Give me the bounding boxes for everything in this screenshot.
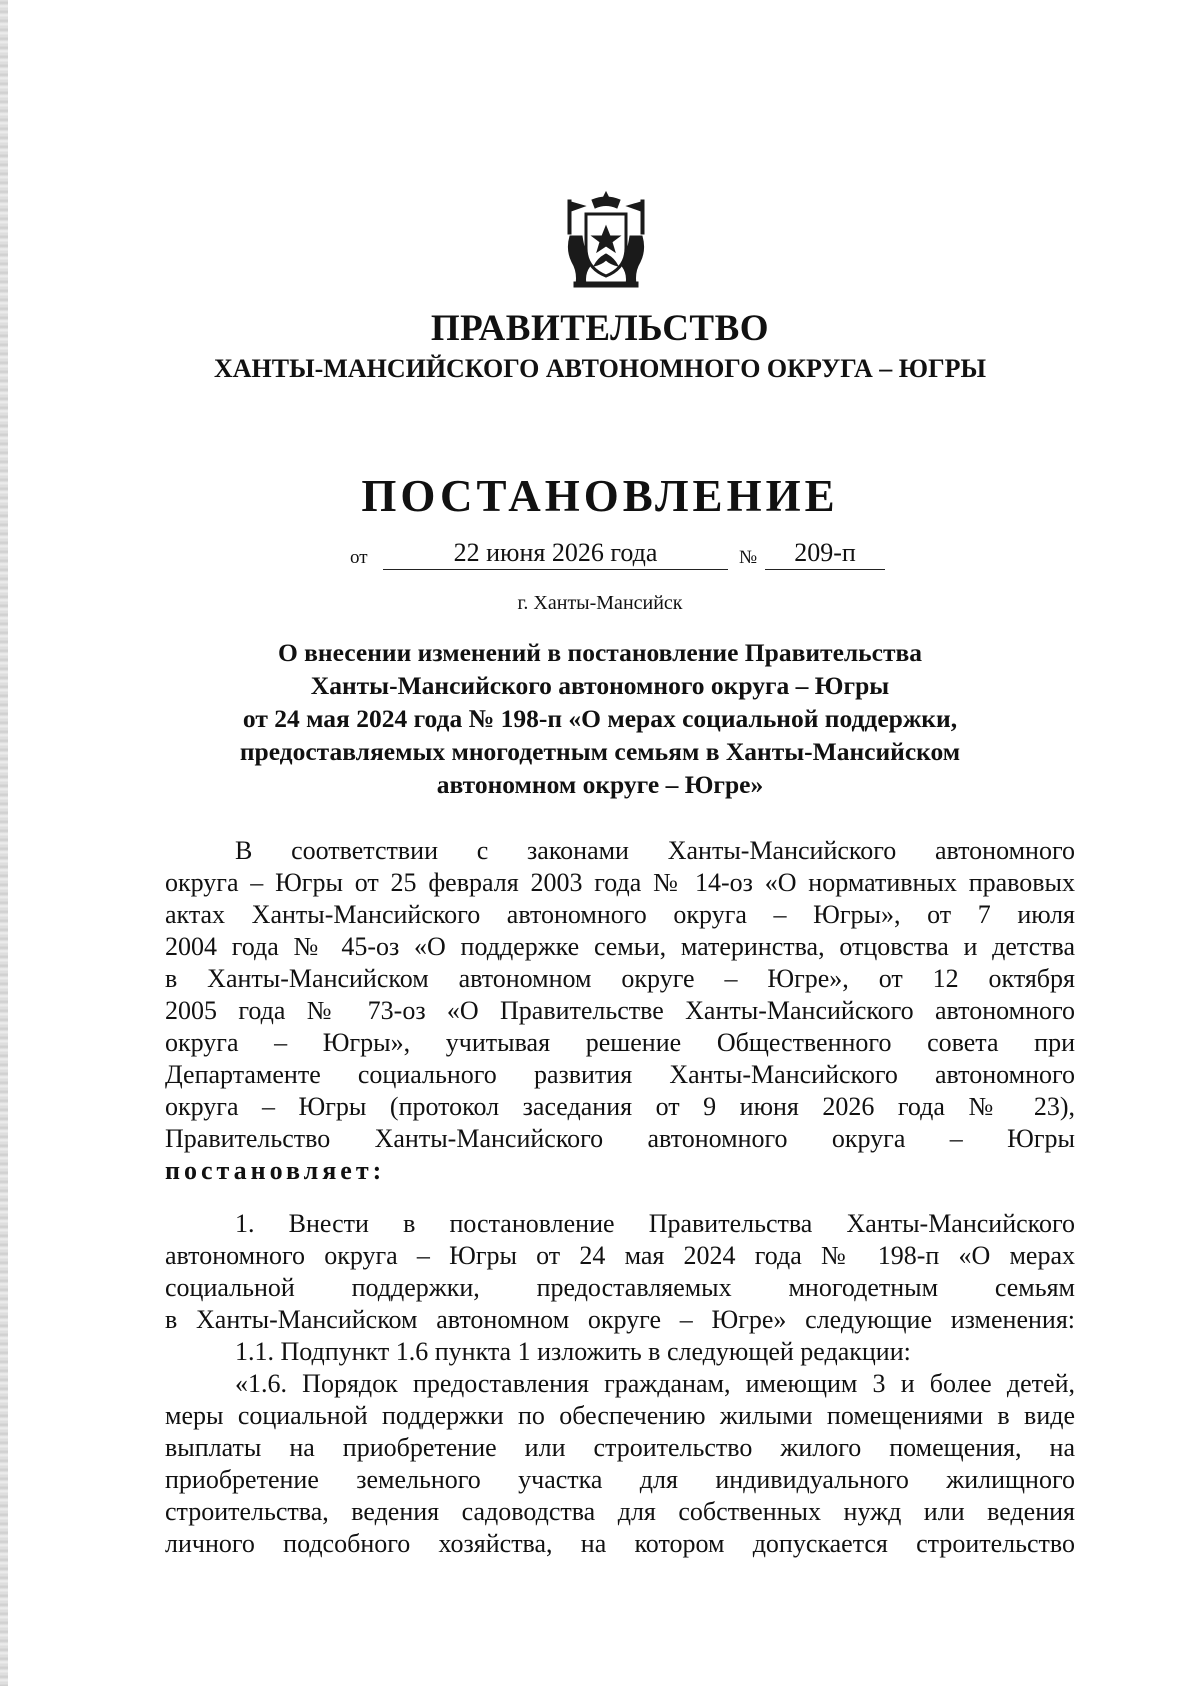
document-heading [150, 636, 1050, 801]
preamble-paragraph [165, 835, 1075, 1187]
text-line: приобретение земельного участка для индивидуального жилищного [165, 1465, 1075, 1494]
text-line: строительства, ведения садоводства для собственных нужд или ведения [165, 1497, 1075, 1526]
text-line: выплаты на приобретение или строительство жилого помещения, на [165, 1433, 1075, 1462]
text-line: 2005 года № 73-оз «О Правительстве Ханты-Мансийского автономного [165, 996, 1075, 1025]
heading-line: Ханты-Мансийского автономного округа – Югры [310, 671, 890, 700]
resolves-word [165, 1155, 1075, 1187]
heading-line: автономном округе – Югре» [436, 770, 764, 799]
heading-line: предоставляемых многодетным семьям в Ханты-Мансийском [239, 737, 961, 766]
text-line: 2004 года № 45-оз «О поддержке семьи, материнства, отцовства и детства [165, 932, 1075, 961]
text-line: в Ханты-Мансийском автономном округе – Югре» следующие изменения: [165, 1305, 1075, 1334]
heading-line: О внесении изменений в постановление Правительства [277, 638, 923, 667]
item-1-1-line: 1.1. Подпункт 1.6 пункта 1 изложить в следующей редакции: [235, 1337, 911, 1366]
scan-edge [0, 0, 8, 1686]
text-line: актах Ханты-Мансийского автономного округа – Югры», от 7 июля [165, 900, 1075, 929]
text-line: 1. Внести в постановление Правительства Ханты-Мансийского [235, 1209, 1075, 1238]
document-type: ПОСТАНОВЛЕНИЕ [361, 471, 839, 521]
text-line: социальной поддержки, предоставляемых многодетным семьям [165, 1273, 1075, 1302]
region-title: ХАНТЫ-МАНСИЙСКОГО АВТОНОМНОГО ОКРУГА – ЮГРЫ [213, 354, 987, 383]
document-place: г. Ханты-Мансийск [517, 592, 683, 614]
resolves-text: постановляет: [165, 1156, 386, 1185]
document-date: 22 июня 2026 года [383, 537, 728, 570]
text-line: меры социальной поддержки по обеспечению жилыми помещениями в виде [165, 1401, 1075, 1430]
heading-line: от 24 мая 2024 года № 198-п «О мерах социальной поддержки, [242, 704, 958, 733]
text-line: в Ханты-Мансийском автономном округе – Югре», от 12 октября [165, 964, 1075, 993]
text-line: Правительство Ханты-Мансийского автономного округа – Югры [165, 1124, 1075, 1153]
text-line: «1.6. Порядок предоставления гражданам, имеющим 3 и более детей, [235, 1369, 1075, 1398]
date-prefix: от [350, 547, 368, 568]
text-line: округа – Югры (протокол заседания от 9 июня 2026 года № 23), [165, 1092, 1075, 1121]
text-line: В соответствии с законами Ханты-Мансийского автономного [235, 836, 1075, 865]
number-prefix: № [739, 547, 758, 568]
text-line: округа – Югры от 25 февраля 2003 года № 14-оз «О нормативных правовых [165, 868, 1075, 897]
text-line: округа – Югры», учитывая решение Общественного совета при [165, 1028, 1075, 1057]
item-1-paragraph [165, 1208, 1075, 1560]
text-line: Департаменте социального развития Ханты-Мансийского автономного [165, 1060, 1075, 1089]
coat-of-arms-icon [562, 190, 650, 290]
text-line: автономного округа – Югры от 24 мая 2024 года № 198-п «О мерах [165, 1241, 1075, 1270]
date-number-line [350, 537, 890, 573]
government-title: ПРАВИТЕЛЬСТВО [430, 308, 770, 349]
text-line: личного подсобного хозяйства, на котором допускается строительство [165, 1529, 1075, 1558]
document-number: 209-п [765, 537, 885, 570]
